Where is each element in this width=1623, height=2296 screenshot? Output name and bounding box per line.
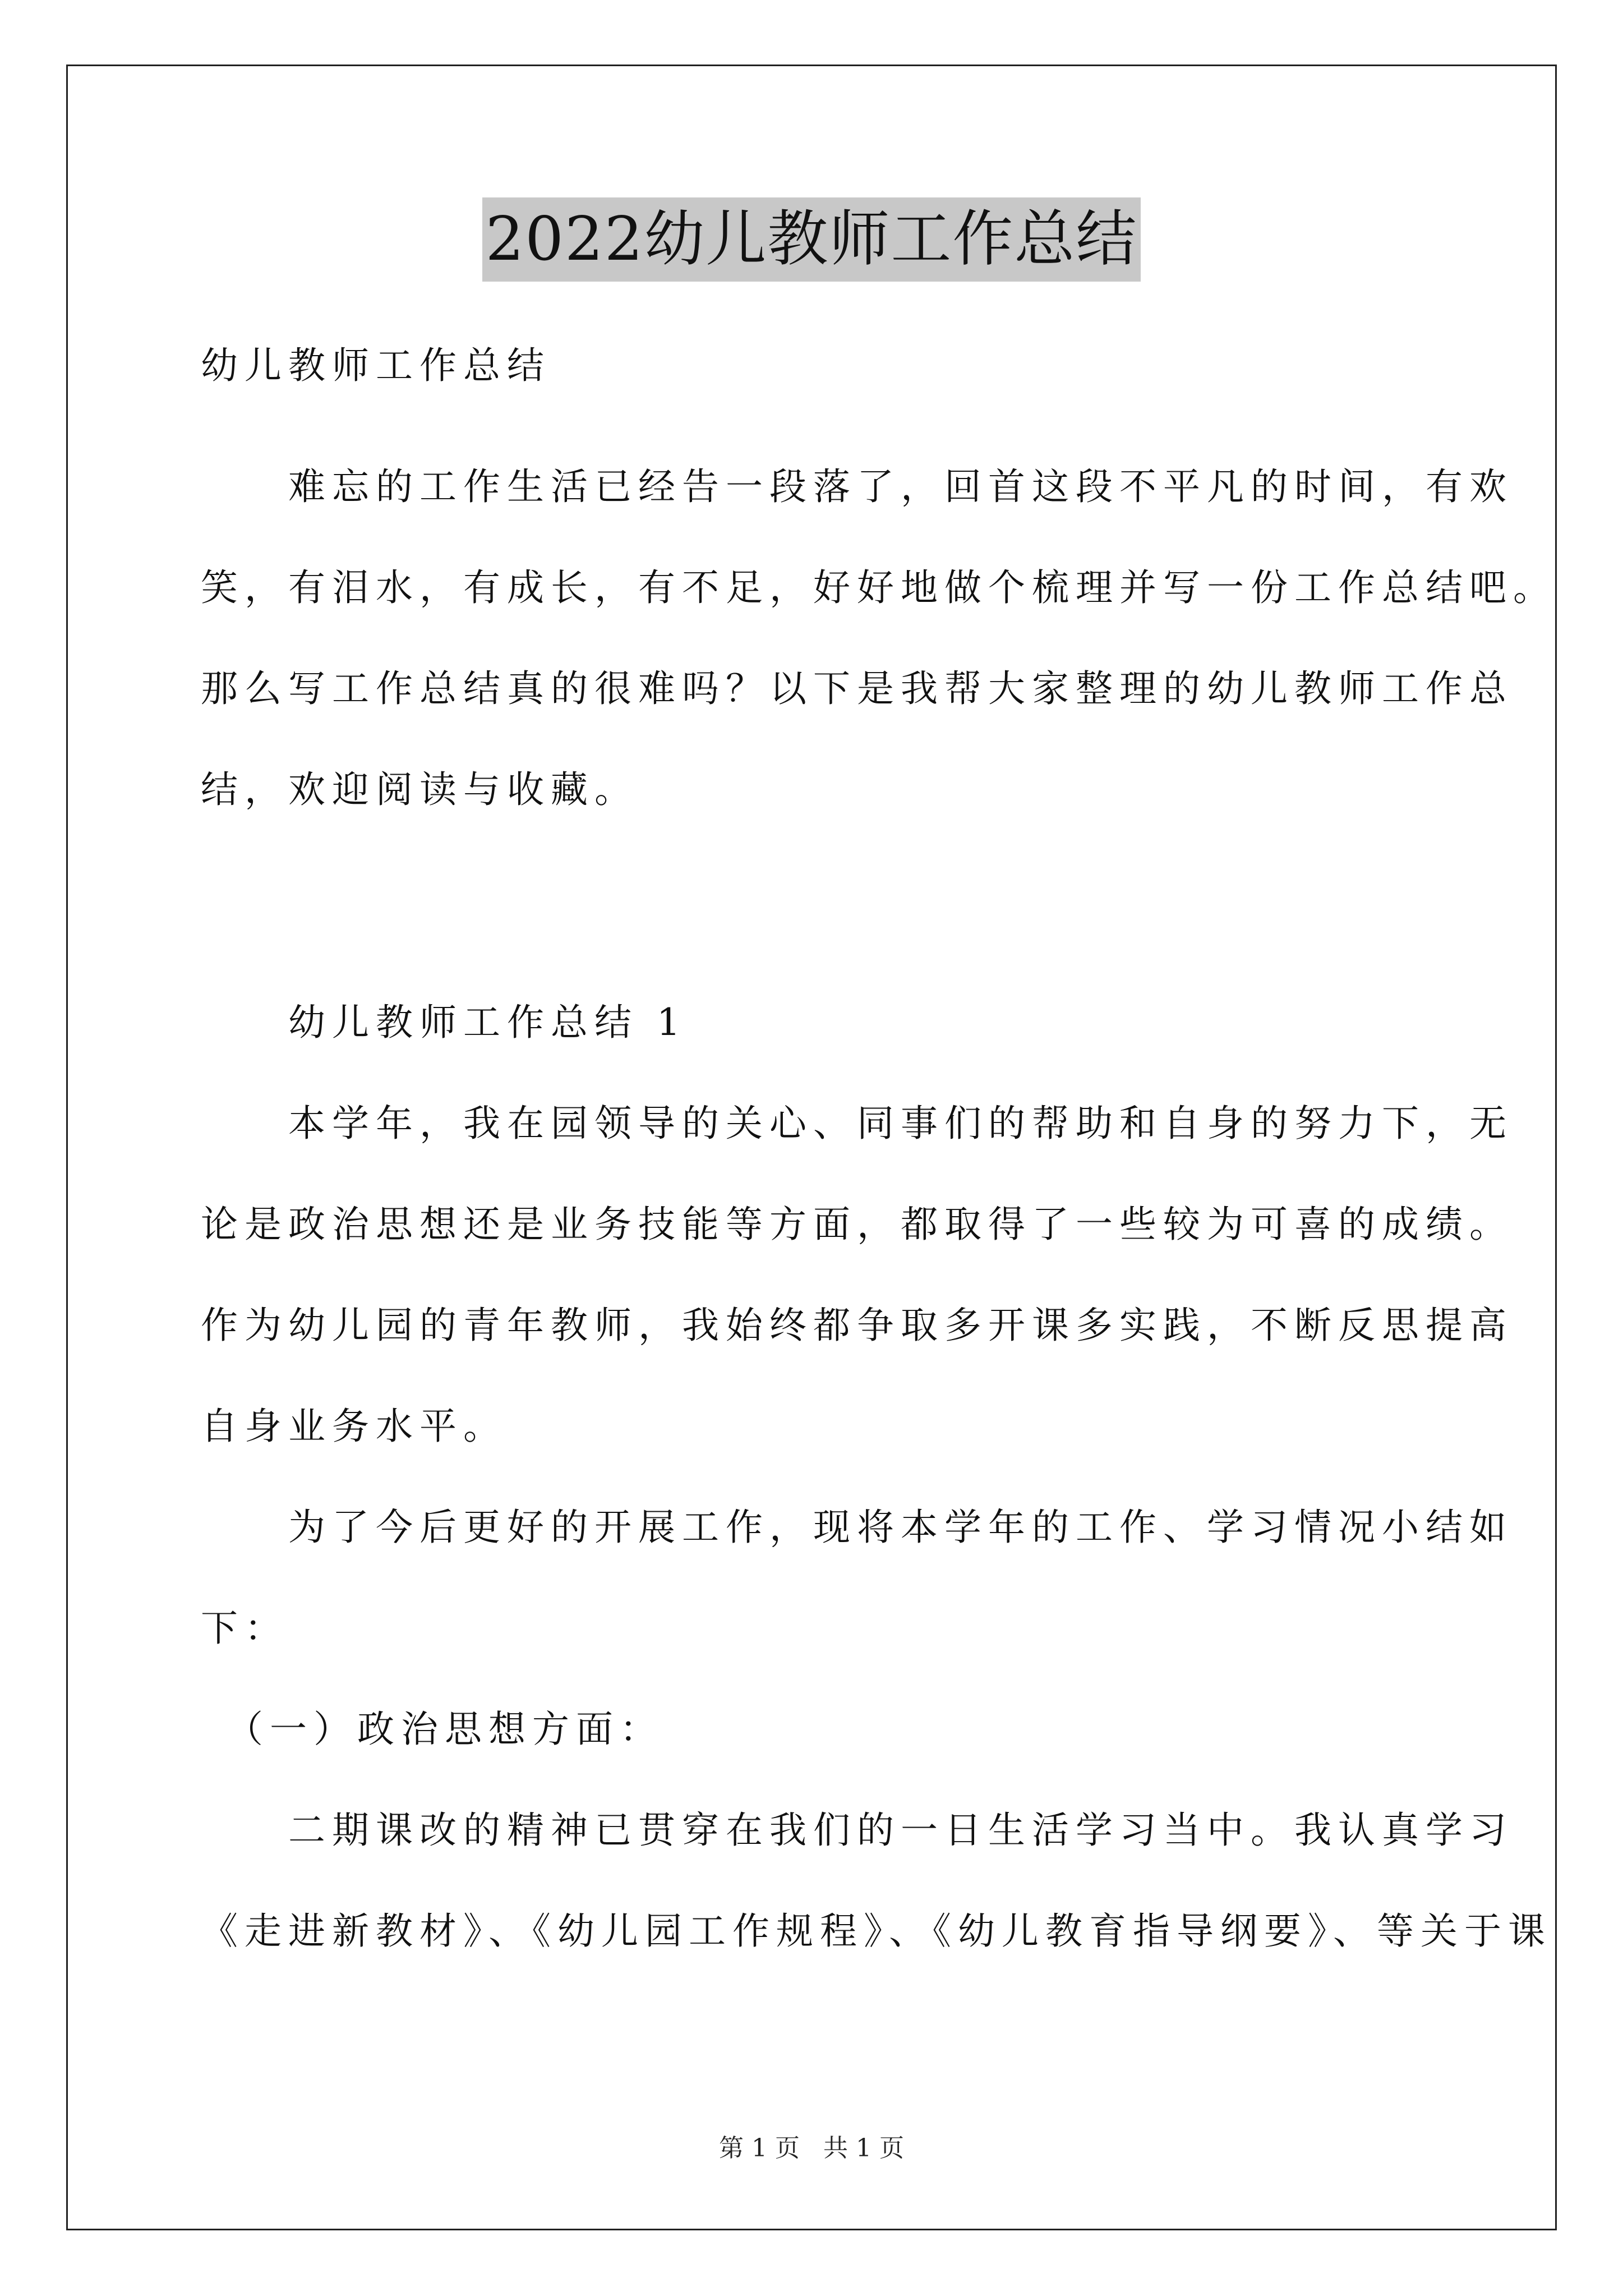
page-footer	[0, 2132, 1623, 2165]
paragraph-line: 论是政治思想还是业务技能等方面，都取得了一些较为可喜的成绩。	[201, 1203, 1513, 1246]
paragraph-line: 难忘的工作生活已经告一段落了，回首这段不平凡的时间，有欢	[201, 465, 1513, 508]
page-total: 共 1 页	[823, 2134, 904, 2162]
paragraph-line: 下：	[201, 1607, 288, 1650]
paragraph-line: 为了今后更好的开展工作，现将本学年的工作、学习情况小结如	[201, 1506, 1513, 1549]
paragraph-line: 二期课改的精神已贯穿在我们的一日生活学习当中。我认真学习	[201, 1809, 1513, 1852]
subtitle-line: 幼儿教师工作总结	[201, 344, 551, 387]
paragraph-line: 自身业务水平。	[201, 1405, 507, 1448]
paragraph-line: 笑，有泪水，有成长，有不足，好好地做个梳理并写一份工作总结吧。	[201, 566, 1557, 609]
paragraph-line: 结，欢迎阅读与收藏。	[201, 768, 638, 811]
document-title: 2022幼儿教师工作总结	[482, 197, 1141, 282]
title-container	[0, 197, 1623, 282]
page-number: 第 1 页	[719, 2134, 800, 2162]
paragraph-line: 作为幼儿园的青年教师，我始终都争取多开课多实践，不断反思提高	[201, 1304, 1513, 1347]
section-heading: 幼儿教师工作总结 1	[201, 1001, 687, 1044]
subsection-heading: （一）政治思想方面：	[201, 1708, 663, 1751]
paragraph-line: 本学年，我在园领导的关心、同事们的帮助和自身的努力下，无	[201, 1102, 1513, 1145]
paragraph-line: 《走进新教材》、《幼儿园工作规程》、《幼儿教育指导纲要》、等关于课	[201, 1910, 1552, 1953]
paragraph-line: 那么写工作总结真的很难吗？以下是我帮大家整理的幼儿教师工作总	[201, 667, 1513, 710]
